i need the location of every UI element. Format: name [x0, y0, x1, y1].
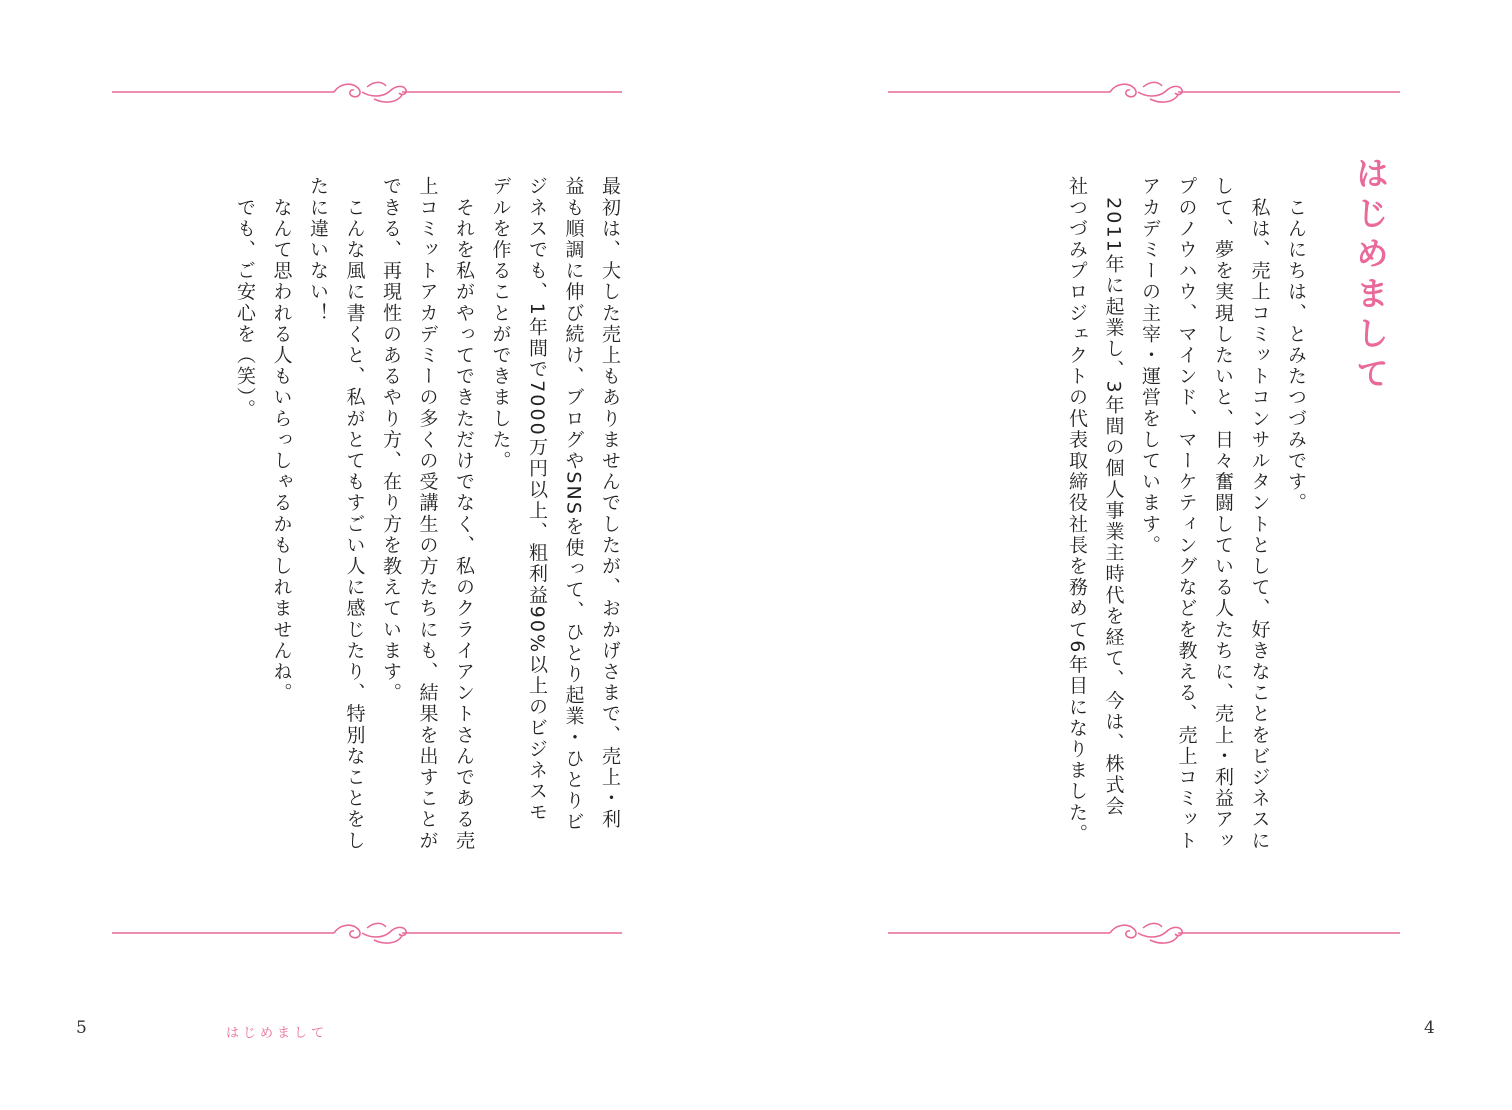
text-line: アカデミーの主宰・運営をしています。 [1139, 176, 1161, 556]
right-page [756, 0, 1512, 1110]
text-line: デルを作ることができました。 [489, 176, 512, 472]
flourish-divider-icon [112, 918, 622, 948]
bottom-ornament [112, 918, 622, 948]
page-number: 4 [1424, 1018, 1435, 1038]
text-line: できる、再現性のあるやり方、在り方を教えています。 [380, 176, 402, 704]
flourish-divider-icon [888, 77, 1400, 107]
text-line: 私は、売上コミットコンサルタントとして、好きなことをビジネスに [1248, 176, 1271, 852]
chapter-title: はじめまして [1351, 156, 1390, 396]
text-line: たに違いない！ [307, 176, 329, 324]
text-line: ジネスでも、1年間で7000万円以上、粗利益90%以上のビジネスモ [526, 176, 548, 823]
text-line: 2011年に起業し、3年間の個人事業主時代を経て、今は、株式会 [1102, 176, 1125, 817]
body-text [1059, 176, 1315, 851]
text-line: こんにちは、とみたつづみです。 [1285, 176, 1307, 514]
text-line: して、夢を実現したいと、日々奮闘している人たちに、売上・利益アッ [1212, 176, 1234, 852]
running-head: はじめまして [226, 1026, 329, 1041]
text-line: それを私がやってできただけでなく、私のクライアントさんである売 [453, 176, 475, 852]
text-line: こんな風に書くと、私がとてもすごい人に感じたり、特別なことをし [343, 176, 366, 852]
top-ornament [112, 77, 622, 107]
body-text [227, 176, 629, 851]
top-ornament [888, 77, 1400, 107]
bottom-ornament [888, 918, 1400, 948]
flourish-divider-icon [888, 918, 1400, 948]
text-line: でも、ご安心を（笑）。 [234, 176, 256, 420]
text-line: 益も順調に伸び続け、ブログやSNSを使って、ひとり起業・ひとりビ [562, 176, 585, 833]
text-line: 最初は、大した売上もありませんでしたが、おかげさまで、売上・利 [599, 176, 621, 831]
page-number: 5 [76, 1018, 87, 1038]
text-line: なんて思われる人もいらっしゃるかもしれませんね。 [270, 176, 293, 704]
text-line: 上コミットアカデミーの多くの受講生の方たちにも、結果を出すことが [416, 176, 439, 852]
flourish-divider-icon [112, 77, 622, 107]
text-line: 社つづみプロジェクトの代表取締役社長を務めて6年目になりました。 [1066, 176, 1088, 845]
text-line: プのノウハウ、マインド、マーケティングなどを教える、売上コミット [1175, 176, 1198, 852]
